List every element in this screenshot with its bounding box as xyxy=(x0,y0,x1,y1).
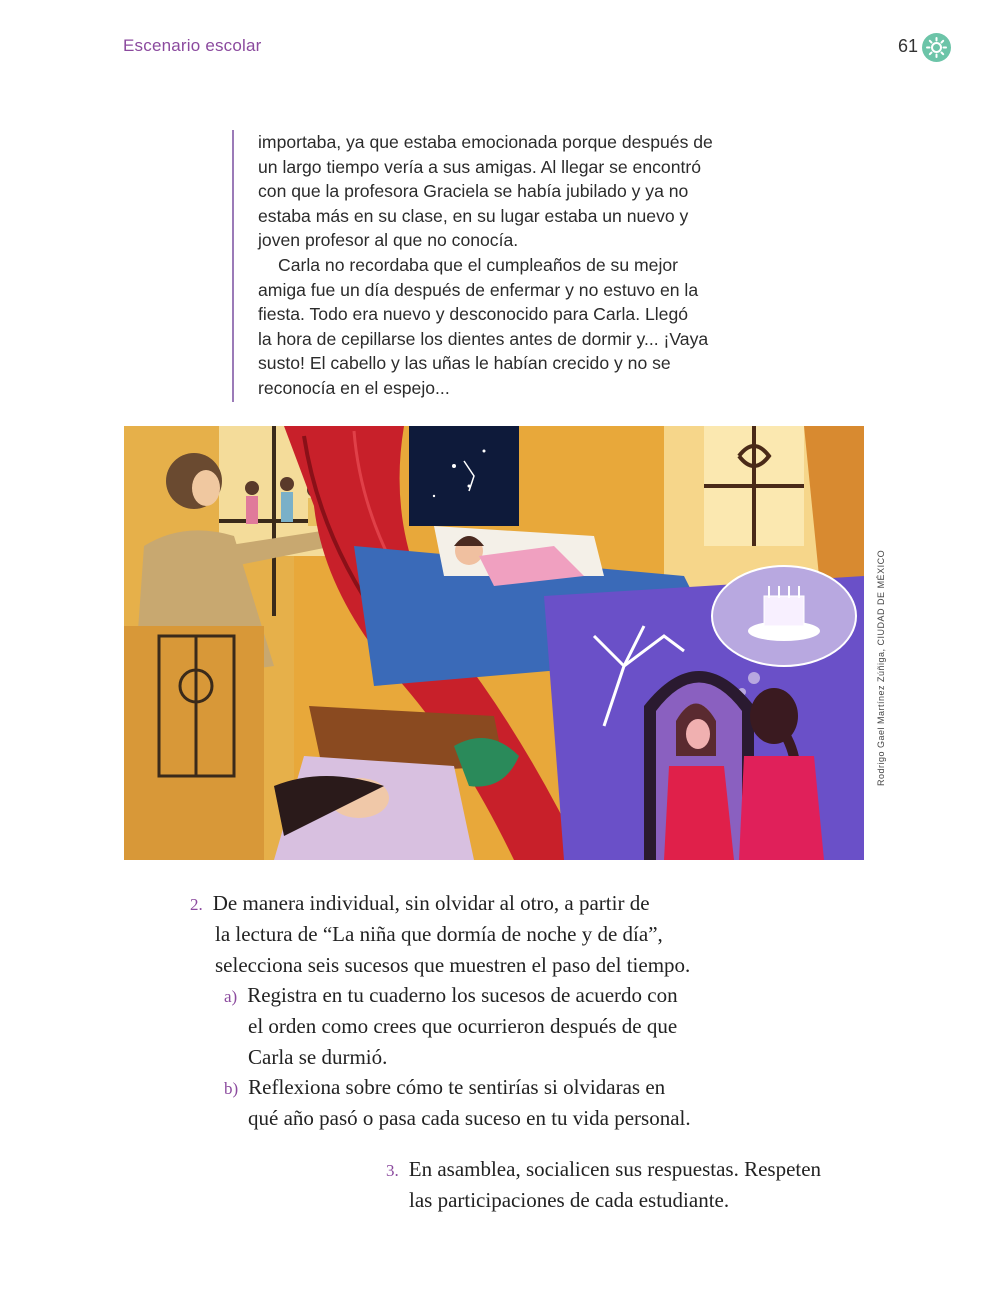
activity-2a-marker: a) xyxy=(224,987,238,1006)
activity-3-number: 3. xyxy=(386,1161,399,1180)
activity-2a-line-3: Carla se durmió. xyxy=(248,1044,388,1069)
story-excerpt xyxy=(232,130,752,402)
illustration-credit: Rodrigo Gael Martínez Zúñiga, CIUDAD DE MÉXICO xyxy=(876,549,886,786)
section-title: Escenario escolar xyxy=(123,36,262,55)
activity-2a-line-2: el orden como crees que ocurrieron después de que xyxy=(248,1014,678,1038)
activity-2-number: 2. xyxy=(190,895,203,914)
activity-2b-continued xyxy=(248,1103,691,1134)
activity-3 xyxy=(386,1154,821,1187)
activity-3-line-2: las participaciones de cada estudiante. xyxy=(409,1188,730,1212)
activity-2a-continued xyxy=(248,1011,677,1072)
story-paragraph-2: Carla no recordaba que el cumpleaños de su mejor amiga fue un día después de enfermar y no estuvo en la fiesta. Todo era nuevo y desconocido para Carla. Llegó la hora de cepillarse los dientes antes de dormir y... ¡Vaya susto! El cabello y las uñas le habían crecido y no se reconocía en el espejo... xyxy=(258,254,709,398)
activity-2a xyxy=(224,980,678,1013)
activity-2-continued xyxy=(215,919,690,980)
activity-2b xyxy=(224,1072,665,1105)
sun-icon xyxy=(922,33,951,62)
activity-3-line-1: En asamblea, socialicen sus respuestas. Respeten xyxy=(408,1157,822,1181)
activity-2b-marker: b) xyxy=(224,1079,239,1098)
activity-2-line-1: De manera individual, sin olvidar al otro, a partir de xyxy=(212,891,650,915)
activity-2b-line-1: Reflexiona sobre cómo te sentirías si olvidaras en xyxy=(248,1075,666,1099)
activity-2b-line-2: qué año pasó o pasa cada suceso en tu vida personal. xyxy=(248,1106,691,1130)
activity-3-continued xyxy=(409,1185,729,1216)
page-number: 61 xyxy=(898,36,919,56)
story-illustration xyxy=(124,426,864,860)
activity-2 xyxy=(190,888,650,921)
activity-2a-line-1: Registra en tu cuaderno los sucesos de acuerdo con xyxy=(247,983,678,1007)
activity-2-line-3: selecciona seis sucesos que muestren el paso del tiempo. xyxy=(215,952,691,977)
story-paragraph-1: importaba, ya que estaba emocionada porque después de un largo tiempo vería a sus amigas. Al llegar se encontró con que la profesora Graciela se había jubilado y ya no estaba más en su clase, en su lugar estaba un nuevo y joven profesor al que no conocía. xyxy=(258,132,713,251)
activity-2-line-2: la lectura de “La niña que dormía de noche y de día”, xyxy=(215,922,663,946)
